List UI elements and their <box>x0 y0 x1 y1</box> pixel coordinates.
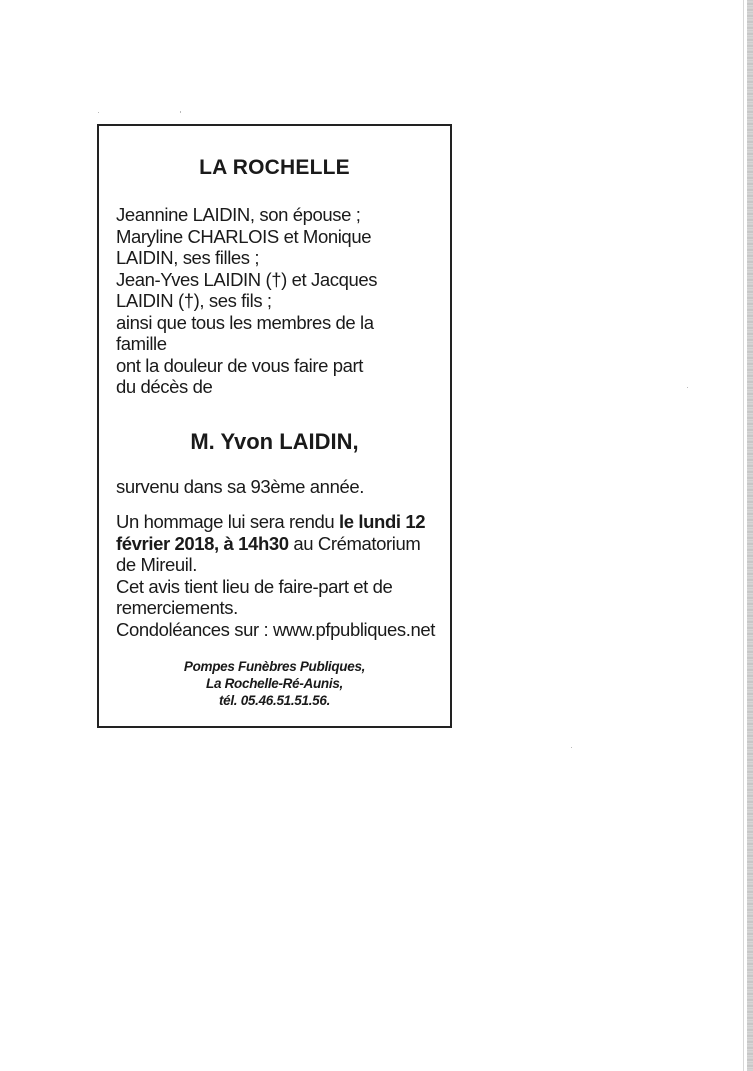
scan-speck <box>571 747 572 748</box>
funeral-home-location: La Rochelle-Ré-Aunis, <box>206 676 343 691</box>
tribute-line: remerciements. <box>116 597 238 618</box>
family-line: Jeannine LAIDIN, son épouse ; <box>116 204 361 225</box>
tribute-date-time: février 2018, à 14h30 <box>116 532 289 554</box>
age-line: survenu dans sa 93ème année. <box>116 476 364 497</box>
tribute-line: de Mireuil. <box>116 554 197 575</box>
tribute-details <box>116 511 446 640</box>
family-line: ont la douleur de vous faire part <box>116 354 363 376</box>
notice-town-heading: LA ROCHELLE <box>199 156 350 179</box>
tribute-line: Cet avis tient lieu de faire-part et de <box>116 575 393 597</box>
tribute-date: le lundi 12 <box>339 511 426 532</box>
scan-border-right <box>747 0 753 1071</box>
scan-speck <box>98 112 99 113</box>
family-line: famille <box>116 333 167 354</box>
obituary-notice <box>97 124 452 728</box>
family-line: ainsi que tous les membres de la <box>116 311 374 333</box>
family-line: Maryline CHARLOIS et Monique <box>116 225 372 247</box>
family-line: du décès de <box>116 376 213 397</box>
funeral-home-signature <box>99 658 450 709</box>
scan-border-line <box>743 0 744 1071</box>
deceased-name: M. Yvon LAIDIN, <box>190 429 359 454</box>
family-line: Jean-Yves LAIDIN (†) et Jacques <box>116 268 378 290</box>
family-line: LAIDIN, ses filles ; <box>116 247 260 268</box>
funeral-home-name: Pompes Funèbres Publiques, <box>183 659 366 674</box>
tribute-text: au Crématorium <box>288 532 421 554</box>
tribute-line <box>116 533 446 555</box>
family-announcement <box>116 204 446 398</box>
scan-speck <box>180 111 181 113</box>
condolences-line: Condoléances sur : www.pfpubliques.net <box>116 618 436 640</box>
funeral-home-phone: tél. 05.46.51.51.56. <box>218 693 331 708</box>
family-line: LAIDIN (†), ses fils ; <box>116 290 272 311</box>
scan-speck <box>687 387 688 388</box>
tribute-line <box>116 511 446 533</box>
tribute-text: Un hommage lui sera rendu <box>116 511 340 532</box>
